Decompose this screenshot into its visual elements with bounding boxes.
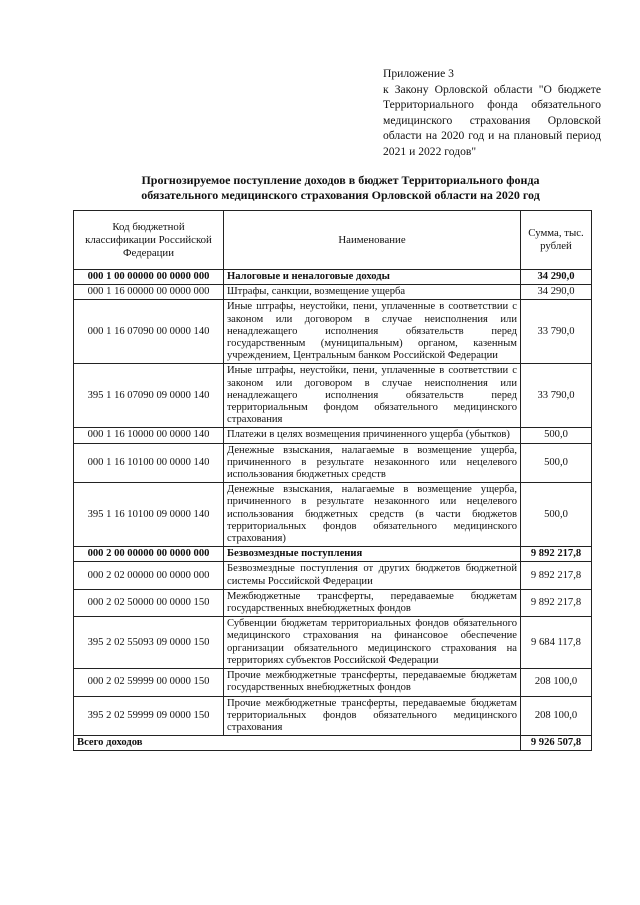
total-label: Всего доходов xyxy=(74,736,521,751)
row-code: 395 1 16 10100 09 0000 140 xyxy=(74,483,224,547)
row-name: Денежные взыскания, налагаемые в возмещение ущерба, причиненного в результате незаконного или нецелевого использования бюджетных средств xyxy=(224,443,521,483)
table-row xyxy=(74,443,592,483)
row-code: 395 2 02 55093 09 0000 150 xyxy=(74,617,224,669)
row-code: 000 1 16 10100 00 0000 140 xyxy=(74,443,224,483)
row-code: 000 1 00 00000 00 0000 000 xyxy=(74,270,224,285)
row-name: Платежи в целях возмещения причиненного ущерба (убытков) xyxy=(224,428,521,443)
row-code: 000 1 16 00000 00 0000 000 xyxy=(74,285,224,300)
row-sum: 500,0 xyxy=(521,483,592,547)
table-row xyxy=(74,562,592,589)
table-row xyxy=(74,300,592,364)
row-name: Иные штрафы, неустойки, пени, уплаченные в соответствии с законом или договором в случае неисполнения или ненадлежащего исполнения обязательств перед государственным (муниципальным) органом, казенным учреждением, Центральным банком Российской Федерации xyxy=(224,300,521,364)
row-sum: 208 100,0 xyxy=(521,696,592,736)
appendix-text: к Закону Орловской области "О бюджете Территориального фонда обязательного медицинского страхования Орловской области на 2020 год и на плановый период 2021 и 2022 годов" xyxy=(383,82,601,158)
row-name: Межбюджетные трансферты, передаваемые бюджетам государственных внебюджетных фондов xyxy=(224,589,521,616)
row-name: Прочие межбюджетные трансферты, передаваемые бюджетам территориальных фондов обязательного медицинского страхования xyxy=(224,696,521,736)
row-code: 000 2 02 00000 00 0000 000 xyxy=(74,562,224,589)
header-code: Код бюджетной классификации Российской Федерации xyxy=(74,211,224,270)
row-name: Денежные взыскания, налагаемые в возмещение ущерба, причиненного в результате незаконного или нецелевого использования бюджетных средств (в части бюджетов территориальных фондов обязательного медицинского страхования) xyxy=(224,483,521,547)
page-title xyxy=(68,173,613,203)
table-row xyxy=(74,285,592,300)
table-row xyxy=(74,617,592,669)
row-sum: 9 892 217,8 xyxy=(521,562,592,589)
table-row xyxy=(74,428,592,443)
total-row xyxy=(74,736,592,751)
row-code: 000 1 16 10000 00 0000 140 xyxy=(74,428,224,443)
header-sum: Сумма, тыс. рублей xyxy=(521,211,592,270)
table-row xyxy=(74,547,592,562)
row-name: Налоговые и неналоговые доходы xyxy=(224,270,521,285)
table-row xyxy=(74,696,592,736)
revenue-table xyxy=(73,210,592,751)
row-code: 000 2 02 50000 00 0000 150 xyxy=(74,589,224,616)
table-row xyxy=(74,589,592,616)
row-sum: 9 892 217,8 xyxy=(521,589,592,616)
row-code: 395 1 16 07090 09 0000 140 xyxy=(74,364,224,428)
row-sum: 9 892 217,8 xyxy=(521,547,592,562)
table-header-row xyxy=(74,211,592,270)
row-sum: 34 290,0 xyxy=(521,285,592,300)
appendix-title: Приложение 3 xyxy=(383,67,454,80)
row-sum: 33 790,0 xyxy=(521,364,592,428)
table-row xyxy=(74,270,592,285)
row-code: 000 2 00 00000 00 0000 000 xyxy=(74,547,224,562)
row-code: 000 1 16 07090 00 0000 140 xyxy=(74,300,224,364)
table-row xyxy=(74,364,592,428)
row-sum: 9 684 117,8 xyxy=(521,617,592,669)
total-sum: 9 926 507,8 xyxy=(521,736,592,751)
title-line-1: Прогнозируемое поступление доходов в бюджет Территориального фонда xyxy=(141,173,540,187)
table-row xyxy=(74,483,592,547)
header-name: Наименование xyxy=(224,211,521,270)
row-sum: 34 290,0 xyxy=(521,270,592,285)
row-name: Субвенции бюджетам территориальных фондов обязательного медицинского страхования на финансовое обеспечение организации обязательного медицинского страхования на территориях субъектов Российской Федерации xyxy=(224,617,521,669)
row-sum: 33 790,0 xyxy=(521,300,592,364)
row-sum: 208 100,0 xyxy=(521,669,592,696)
row-name: Иные штрафы, неустойки, пени, уплаченные в соответствии с законом или договором в случае неисполнения или ненадлежащего исполнения обязательств перед территориальным фондом обязательного медицинского страхования xyxy=(224,364,521,428)
row-name: Безвозмездные поступления от других бюджетов бюджетной системы Российской Федерации xyxy=(224,562,521,589)
row-code: 000 2 02 59999 00 0000 150 xyxy=(74,669,224,696)
row-sum: 500,0 xyxy=(521,428,592,443)
row-name: Штрафы, санкции, возмещение ущерба xyxy=(224,285,521,300)
row-name: Прочие межбюджетные трансферты, передаваемые бюджетам государственных внебюджетных фондов xyxy=(224,669,521,696)
row-name: Безвозмездные поступления xyxy=(224,547,521,562)
table-row xyxy=(74,669,592,696)
title-line-2: обязательного медицинского страхования Орловской области на 2020 год xyxy=(141,188,540,202)
row-code: 395 2 02 59999 09 0000 150 xyxy=(74,696,224,736)
appendix-block xyxy=(383,66,601,160)
row-sum: 500,0 xyxy=(521,443,592,483)
